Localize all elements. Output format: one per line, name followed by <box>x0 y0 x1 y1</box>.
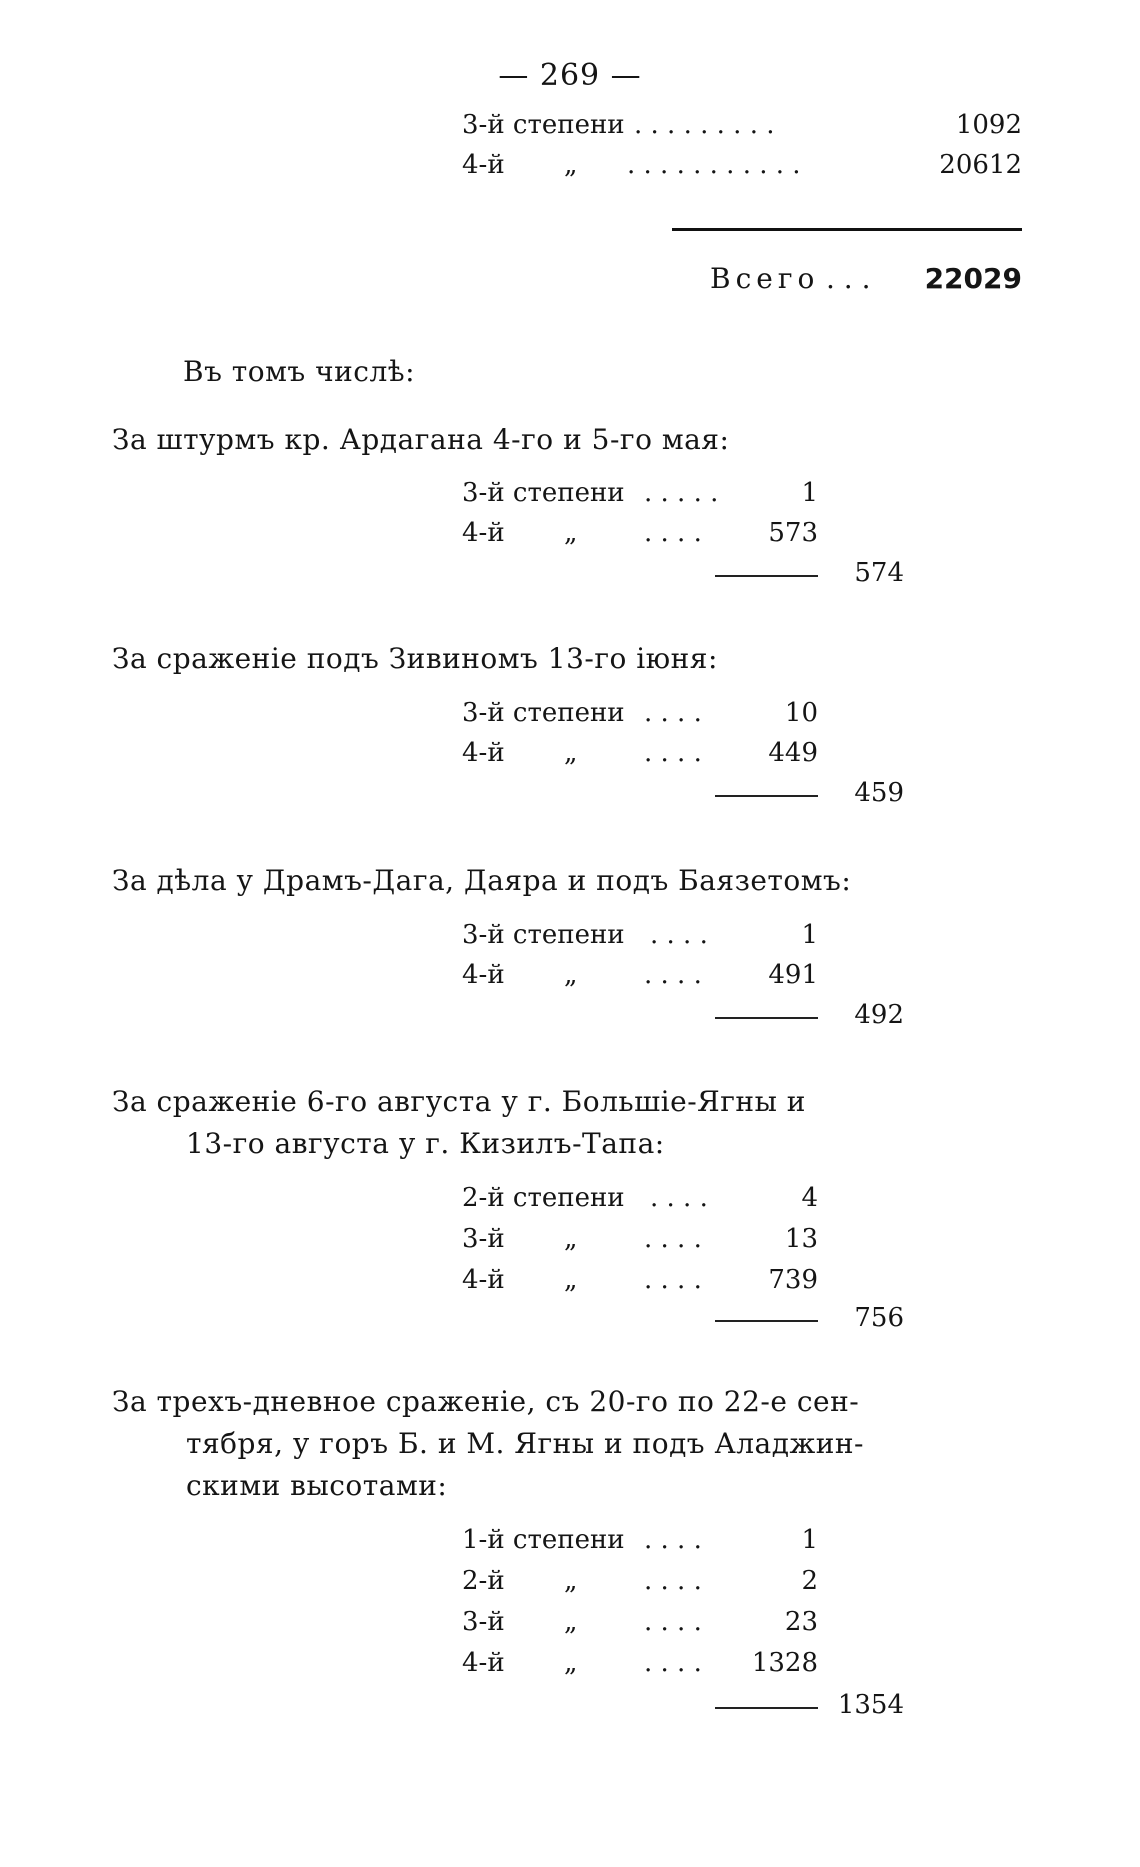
section-total: 756 <box>854 1303 904 1333</box>
ditto-mark: „ <box>564 738 578 768</box>
section-heading: За трехъ-дневное сраженіе, съ 20-го по 22-е сен- <box>112 1385 860 1418</box>
degree-label: 4-й <box>462 738 505 768</box>
section-heading-continuation: 13-го августа у г. Кизилъ-Тапа: <box>186 1127 665 1160</box>
section-heading-continuation: тября, у горъ Б. и М. Ягны и подъ Аладжин- <box>186 1427 864 1460</box>
section-row <box>462 698 818 732</box>
count-value: 491 <box>768 960 818 990</box>
count-value: 1 <box>801 1525 818 1555</box>
section-heading: За штурмъ кр. Ардагана 4-го и 5-го мая: <box>112 423 730 456</box>
section-row <box>462 1224 818 1258</box>
count-value: 4 <box>801 1183 818 1213</box>
count-value: 1 <box>801 478 818 508</box>
leader-dots: . . . . . <box>644 478 719 508</box>
total-label: Всего <box>710 262 820 295</box>
count-value: 23 <box>784 1607 818 1637</box>
section-row <box>462 1265 818 1299</box>
page-number: — 269 — <box>498 58 642 93</box>
ditto-mark: „ <box>564 1224 578 1254</box>
section-row <box>462 1525 818 1559</box>
degree-label: 4-й <box>462 518 505 548</box>
count-value: 1 <box>801 920 818 950</box>
section-heading-continuation: скими высотами: <box>186 1469 448 1502</box>
degree-label: 2-й степени <box>462 1183 625 1213</box>
leader-dots: . . . . <box>644 738 702 768</box>
degree-label: 3-й <box>462 1224 505 1254</box>
section-row <box>462 1607 818 1641</box>
count-value: 13 <box>784 1224 818 1254</box>
section-row <box>462 1183 818 1217</box>
section-rule <box>715 1320 818 1322</box>
summary-rule <box>672 228 1022 231</box>
section-rule <box>715 795 818 797</box>
ditto-mark: „ <box>564 1607 578 1637</box>
count-value: 1092 <box>955 110 1022 140</box>
count-value: 10 <box>784 698 818 728</box>
count-value: 449 <box>768 738 818 768</box>
degree-label: 3-й степени <box>462 110 625 140</box>
section-total: 492 <box>854 1000 904 1030</box>
section-row <box>462 1648 818 1682</box>
leader-dots: . . . . . . . . . . . <box>627 150 801 180</box>
section-total: 574 <box>854 558 904 588</box>
ditto-mark: „ <box>564 1566 578 1596</box>
total-value: 22029 <box>924 262 1022 295</box>
degree-label: 3-й степени <box>462 920 625 950</box>
degree-label: 4-й <box>462 960 505 990</box>
count-value: 573 <box>768 518 818 548</box>
leader-dots: . . . . <box>644 1525 702 1555</box>
leader-dots: . . . <box>826 262 871 295</box>
ditto-mark: „ <box>564 1265 578 1295</box>
leader-dots: . . . . <box>644 1607 702 1637</box>
ditto-mark: „ <box>564 518 578 548</box>
leader-dots: . . . . <box>644 960 702 990</box>
summary-row <box>462 150 1022 184</box>
ditto-mark: „ <box>564 960 578 990</box>
section-total: 459 <box>854 778 904 808</box>
degree-label: 1-й степени <box>462 1525 625 1555</box>
leader-dots: . . . . <box>644 1566 702 1596</box>
section-row <box>462 920 818 954</box>
ditto-mark: „ <box>564 150 578 180</box>
count-value: 739 <box>768 1265 818 1295</box>
count-value: 20612 <box>939 150 1022 180</box>
count-value: 1328 <box>751 1648 818 1678</box>
degree-label: 4-й <box>462 1648 505 1678</box>
summary-total-row <box>690 262 1022 300</box>
section-row <box>462 1566 818 1600</box>
leader-dots: . . . . <box>644 1648 702 1678</box>
section-heading: За сраженіе 6-го августа у г. Большіе-Ягны и <box>112 1085 806 1118</box>
leader-dots: . . . . <box>644 698 702 728</box>
section-total: 1354 <box>837 1690 904 1720</box>
section-heading: За сраженіе подъ Зивиномъ 13-го іюня: <box>112 642 718 675</box>
section-row <box>462 518 818 552</box>
section-rule <box>715 1017 818 1019</box>
section-rule <box>715 1707 818 1709</box>
summary-row <box>462 110 1022 144</box>
degree-label: 4-й <box>462 1265 505 1295</box>
section-rule <box>715 575 818 577</box>
including-label: Въ томъ числѣ: <box>183 355 416 388</box>
count-value: 2 <box>801 1566 818 1596</box>
leader-dots: . . . . <box>644 1224 702 1254</box>
leader-dots: . . . . <box>644 518 702 548</box>
section-heading: За дѣла у Драмъ-Дага, Даяра и подъ Баязетомъ: <box>112 864 852 897</box>
leader-dots: . . . . . . . . . <box>634 110 775 140</box>
leader-dots: . . . . <box>650 1183 708 1213</box>
degree-label: 4-й <box>462 150 505 180</box>
leader-dots: . . . . <box>644 1265 702 1295</box>
degree-label: 2-й <box>462 1566 505 1596</box>
section-row <box>462 738 818 772</box>
leader-dots: . . . . <box>650 920 708 950</box>
degree-label: 3-й степени <box>462 698 625 728</box>
section-row <box>462 478 818 512</box>
degree-label: 3-й степени <box>462 478 625 508</box>
degree-label: 3-й <box>462 1607 505 1637</box>
section-row <box>462 960 818 994</box>
ditto-mark: „ <box>564 1648 578 1678</box>
